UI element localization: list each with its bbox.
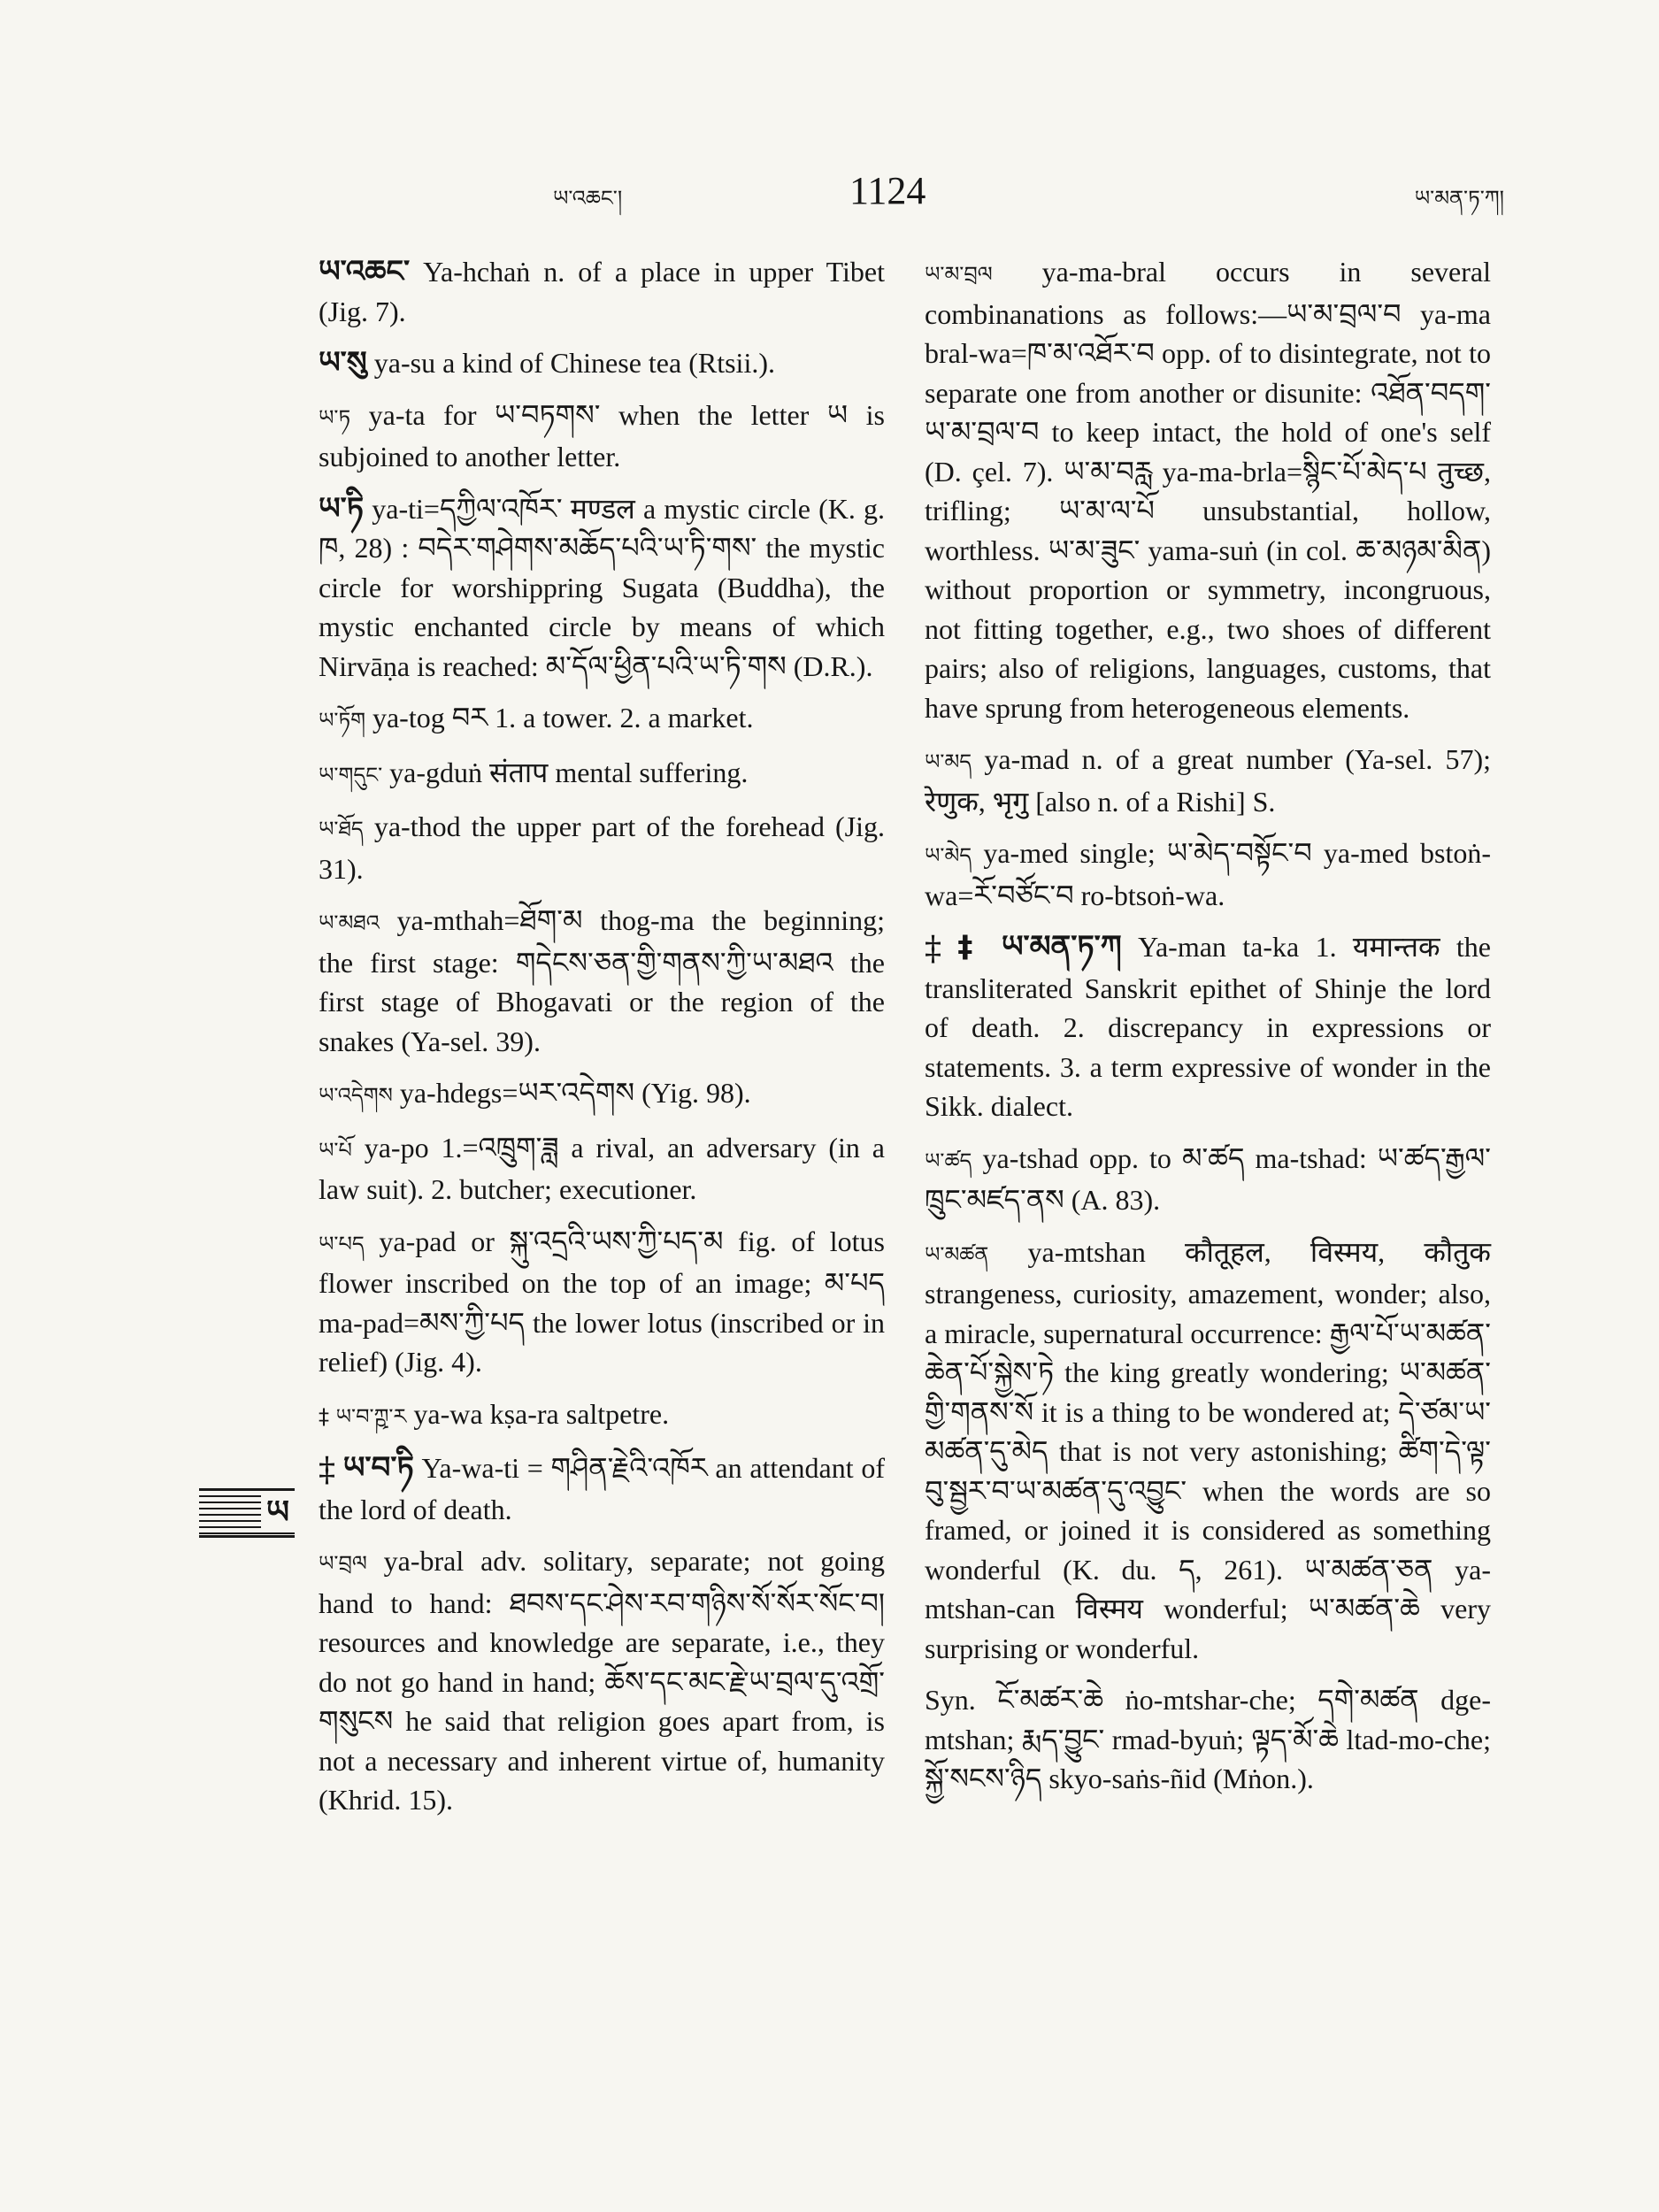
dictionary-entry <box>319 753 885 795</box>
entry-headword: ‡ ཡ་བ་ཀྵ་ར <box>319 1403 407 1429</box>
header-right-guideword: ཡ་མན་ཏ་ཀ། <box>1414 186 1504 211</box>
entry-text: ངོ་མཚར་ཆེ ṅo-mtshar-che; དགེ་མཚན dge-mtshan; རྨད་བྱུང་ rmad-byuṅ; ལྟད་མོ་ཆེ ltad-mo-che; སྐྱོ་སངས་ཉིད skyo-saṅs-ñid (Mṅon.). <box>925 1684 1491 1794</box>
entry-text: ya-med single; ཡ་མེད་བསྟོང་བ ya-med bstoṅ-wa=རོ་བཙོང་བ ro-btsoṅ-wa. <box>925 837 1491 911</box>
dictionary-entry <box>319 1128 885 1210</box>
dictionary-entry <box>319 1222 885 1382</box>
entry-text: ya-gduṅ संताप mental suffering. <box>382 756 749 788</box>
entry-headword: ཡ་མ་བྲལ <box>925 262 993 287</box>
entry-text: ya-wa kṣa-ra saltpetre. <box>406 1397 670 1430</box>
synonyms-entry <box>925 1680 1491 1799</box>
entry-text: ya-mtshan कौतूहल, विस्मय, कौतुक strangeness, curiosity, amazement, wonder; also, a miracle, supernatural occurrence: རྒྱལ་པོ་ཡ་མཚན་ཆེན་པོ་སྐྱེས་ཏེ the king greatly wondering; ཡ་མཚན་གྱི་གནས་སོ it is a thing to be wondered at; དེ་ཙམ་ཡ་མཚན་དུ་མེད that is not very astonishing; ཚིག་དེ་ལྟ་བུ་སྦྱར་བ་ཡ་མཚན་དུ་འབྱུང་ when the words are so framed, or joined it is considered as something wonderful (K. du. ད, 261). ཡ་མཚན་ཅན ya-mtshan-can विस्मय wonderful; ཡ་མཚན་ཆེ very surprising or wonderful. <box>925 1235 1491 1664</box>
entry-text: ya-mthah=ཐོག་མ thog-ma the beginning; the first stage: གདེངས་ཅན་གྱི་གནས་ཀྱི་ཡ་མཐའ the first stage of Bhogavati or the region of the snakes (Ya-sel. 39). <box>319 904 885 1057</box>
entry-text: ya-thod the upper part of the forehead (Jig. 31). <box>319 810 885 885</box>
dictionary-entry <box>319 698 885 741</box>
entry-text: ya-su a kind of Chinese tea (Rtsii.). <box>366 347 775 379</box>
entry-headword: ཡ་བྲལ <box>319 1551 367 1576</box>
entry-text: ya-tshad opp. to མ་ཚད ma-tshad: ཡ་ཚད་རྒྱལ་ཁྲུང་མཛད་ནས (A. 83). <box>925 1141 1491 1216</box>
dictionary-entry <box>319 252 885 331</box>
dictionary-entry <box>925 740 1491 821</box>
dictionary-entry <box>319 901 885 1061</box>
entry-text: Ya-wa-ti = གཤིན་རྗེའི་འཁོར an attendant of the lord of death. <box>319 1452 886 1525</box>
entry-headword: ཡ་བ་ཏི <box>342 1450 414 1486</box>
entry-headword: ཡ་ཏི <box>319 490 365 526</box>
dictionary-entry <box>319 1073 885 1116</box>
dictionary-entry <box>319 489 885 687</box>
entry-headword: ཡ་མཚན <box>925 1241 989 1267</box>
margin-letter: ཡ <box>261 1494 295 1532</box>
entry-text: ya-ta for ཡ་བཏགས་ when the letter ཡ is subjoined to another letter. <box>319 398 885 472</box>
entry-headword: ཡ་པད <box>319 1231 365 1256</box>
dictionary-entry <box>925 1233 1491 1669</box>
page-number: 1124 <box>849 169 926 212</box>
entry-headword: ཡ་ཏ <box>319 404 351 430</box>
dictionary-entry <box>925 1139 1491 1220</box>
entry-headword: ཡ་གདུང་ <box>319 762 383 787</box>
page-header <box>319 169 1504 219</box>
dictionary-entry <box>925 927 1491 1126</box>
entry-headword: ཡ་ཏོག <box>319 708 365 733</box>
entry-headword: ཡ་པོ <box>319 1137 352 1163</box>
entry-headword: ཡ་ཐོད <box>319 817 364 841</box>
entry-headword: ཡ་སུ <box>319 345 367 380</box>
dictionary-entry <box>925 833 1491 915</box>
dictionary-entry <box>319 1448 885 1529</box>
entry-text: ya-mad n. of a great number (Ya-sel. 57); रेणुक, भृगु [also n. of a Rishi] S. <box>925 743 1491 818</box>
entry-text: ya-pad or སྐུ་འདྲའི་ཡས་ཀྱི་པད་མ fig. of lotus flower inscribed on the top of an image; མ་པད ma-pad=མས་ཀྱི་པད the lower lotus (inscribed or in relief) (Jig. 4). <box>319 1225 885 1378</box>
entry-headword: ཡ་མད <box>925 749 972 774</box>
entry-text: Ya-man ta-ka 1. यमान्तक the transliterated Sanskrit epithet of Shinje the lord of death. 2. discrepancy in expressions or statements. 3. a term expressive of wonder in the Sikk. dialect. <box>925 931 1492 1122</box>
entry-text: ya-ma-bral occurs in several combinanations as follows:—ཡ་མ་བྲལ་བ ya-ma bral-wa=ཁ་མ་འཐོར་བ opp. of to disintegrate, not to separate one from another or disunite: འཐོན་བདག་ཡ་མ་བྲལ་བ to keep intact, the hold of one's self (D. çel. 7). ཡ་མ་བརླ ya-ma-brla=སྙིང་པོ་མེད་པ तुच्छ, trifling; ཡ་མ་ལ་པོ unsubstantial, hollow, worthless. ཡ་མ་ཟུང་ yama-suṅ (in col. ཆ་མཉམ་མིན) without proportion or symmetry, incongruous, not fitting together, e.g., two shoes of different pairs; also of religions, languages, customs, that have sprung from heterogeneous elements. <box>925 256 1491 724</box>
margin-thumb-index <box>199 1488 295 1538</box>
entry-text: ya-po 1.=འཁྲུག་ཟླ a rival, an adversary (in a law suit). 2. butcher; executioner. <box>319 1131 885 1205</box>
entry-text: ya-ti=དཀྱིལ་འཁོར་ मण्डल a mystic circle (K. g. ཁ, 28) : བདེར་གཤེགས་མཆོད་པའི་ཡ་ཏི་གས་ the mystic circle for worshippring Sugata (Buddha), the mystic enchanted circle by means of which Nirvāṇa is reached: མ་དོལ་ཕྱིན་པའི་ཡ་ཏི་གས (D.R.). <box>319 492 885 682</box>
dictionary-entry <box>319 343 885 383</box>
dictionary-entry <box>319 1541 885 1820</box>
entry-headword: ཡ་འཆང་ <box>319 254 411 289</box>
entry-headword: ཡ་མཐའ <box>319 910 380 935</box>
dagger-mark-icon: ‡ <box>925 929 951 968</box>
dagger-mark-icon: ‡ <box>319 1450 336 1489</box>
dictionary-entry <box>319 396 885 477</box>
entry-text: ya-tog བར 1. a tower. 2. a market. <box>365 702 754 733</box>
right-column <box>925 252 1491 1811</box>
dictionary-entry <box>925 252 1491 727</box>
entry-headword: ཡ་ཚད <box>925 1148 972 1173</box>
synonyms-label: Syn. <box>925 1684 976 1716</box>
dictionary-entry <box>319 807 885 888</box>
entry-text: ya-hdegs=ཡར་འདེགས (Yig. 98). <box>392 1077 751 1109</box>
entry-text: Ya-hchaṅ n. of a place in upper Tibet (Jig. 7). <box>319 256 885 327</box>
entry-headword: ཡ་འདེགས <box>319 1083 393 1108</box>
entry-headword: ཡ་མེད <box>925 843 972 868</box>
entry-headword: ‡ ཡ་མན་ཏ་ཀ <box>957 929 1122 964</box>
entry-text: ya-bral adv. solitary, separate; not going hand to hand: ཐབས་དང་ཤེས་རབ་གཉིས་སོ་སོར་སོང་བ། resources and knowledge are separate, i.e., they do not go hand in hand; ཆོས་དང་མང་རྗེ་ཡ་བྲལ་དུ་འགྲོ་གསུངས he said that religion goes apart from, is not a necessary and inherent virtue of, humanity (Khrid. 15). <box>319 1545 885 1816</box>
dictionary-entry <box>319 1394 885 1437</box>
left-column <box>319 252 885 1832</box>
header-left-guideword: ཡ་འཆང་། <box>553 186 623 211</box>
